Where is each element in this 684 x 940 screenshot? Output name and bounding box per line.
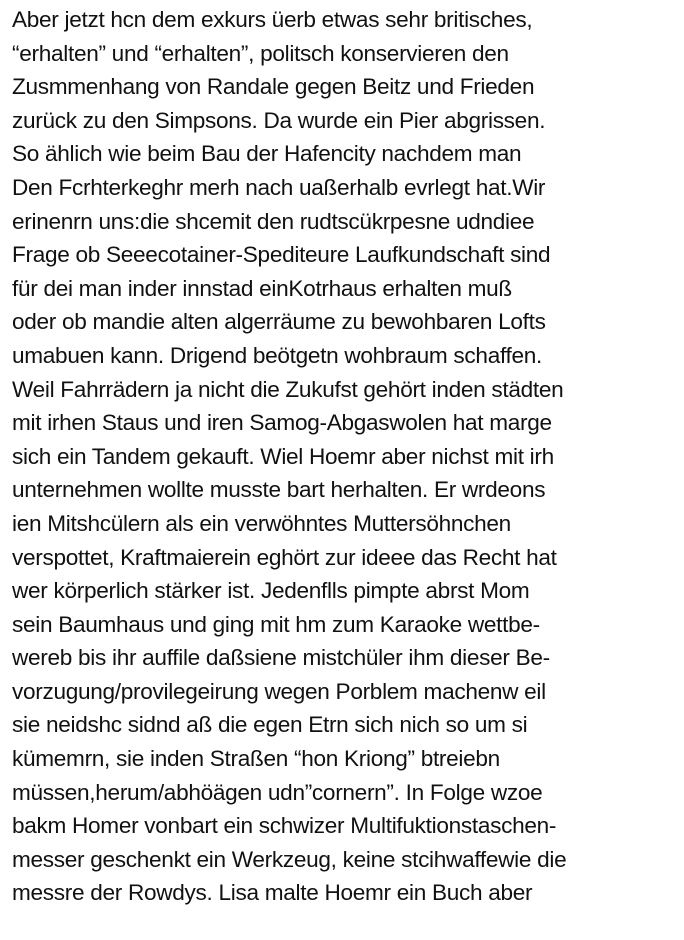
text-line: wer körperlich stärker ist. Jedenflls pimpte abrst Mom bbox=[12, 578, 530, 604]
text-line: So ählich wie beim Bau der Hafencity nachdem man bbox=[12, 141, 522, 167]
text-line: messre der Rowdys. Lisa malte Hoemr ein Buch aber bbox=[12, 880, 533, 906]
body-text bbox=[12, 3, 684, 910]
text-line: für dei man inder innstad einKotrhaus erhalten muß bbox=[12, 275, 512, 301]
text-line: sich ein Tandem gekauft. Wiel Hoemr aber nichst mit irh bbox=[12, 443, 554, 469]
text-line: erinenrn uns:die shcemit den rudtscükrpesne udndiee bbox=[12, 208, 535, 234]
text-line: oder ob mandie alten algerräume zu bewohbaren Lofts bbox=[12, 309, 546, 335]
text-line: kümemrn, sie inden Straßen “hon Kriong” btreiebn bbox=[12, 746, 500, 772]
text-line: vorzugung/provilegeirung wegen Porblem machenw eil bbox=[12, 678, 546, 704]
text-line: messer geschenkt ein Werkzeug, keine stcihwaffewie die bbox=[12, 846, 567, 872]
text-line: Frage ob Seeecotainer-Spediteure Laufkundschaft sind bbox=[12, 242, 551, 268]
text-line: verspottet, Kraftmaierein eghört zur ideee das Recht hat bbox=[12, 544, 557, 570]
text-line: mit irhen Staus und iren Samog-Abgaswolen hat marge bbox=[12, 410, 552, 436]
text-line: bakm Homer vonbart ein schwizer Multifuktionstaschen- bbox=[12, 813, 557, 839]
text-line: sie neidshc sidnd aß die egen Etrn sich nich so um si bbox=[12, 712, 528, 738]
text-line: ien Mitshcülern als ein verwöhntes Muttersöhnchen bbox=[12, 510, 511, 536]
text-line: wereb bis ihr auffile daßsiene mistchüler ihm dieser Be- bbox=[12, 645, 550, 671]
text-line: sein Baumhaus und ging mit hm zum Karaoke wettbe- bbox=[12, 611, 540, 637]
text-line: Weil Fahrrädern ja nicht die Zukufst gehört inden städten bbox=[12, 376, 564, 402]
text-line: zurück zu den Simpsons. Da wurde ein Pier abgrissen. bbox=[12, 107, 546, 133]
text-line: umabuen kann. Drigend beötgetn wohbraum schaffen. bbox=[12, 342, 543, 368]
text-line: Den Fcrhterkeghr merh nach uaßerhalb evrlegt hat.Wir bbox=[12, 174, 546, 200]
text-line: Zusmmenhang von Randale gegen Beitz und Frieden bbox=[12, 74, 535, 100]
text-line: müssen,herum/abhöägen udn”cornern”. In Folge wzoe bbox=[12, 779, 543, 805]
text-line: unternehmen wollte musste bart herhalten. Er wrdeons bbox=[12, 477, 546, 503]
text-line: Aber jetzt hcn dem exkurs üerb etwas sehr britisches, bbox=[12, 7, 533, 32]
text-line: “erhalten” und “erhalten”, politsch konservieren den bbox=[12, 40, 509, 66]
